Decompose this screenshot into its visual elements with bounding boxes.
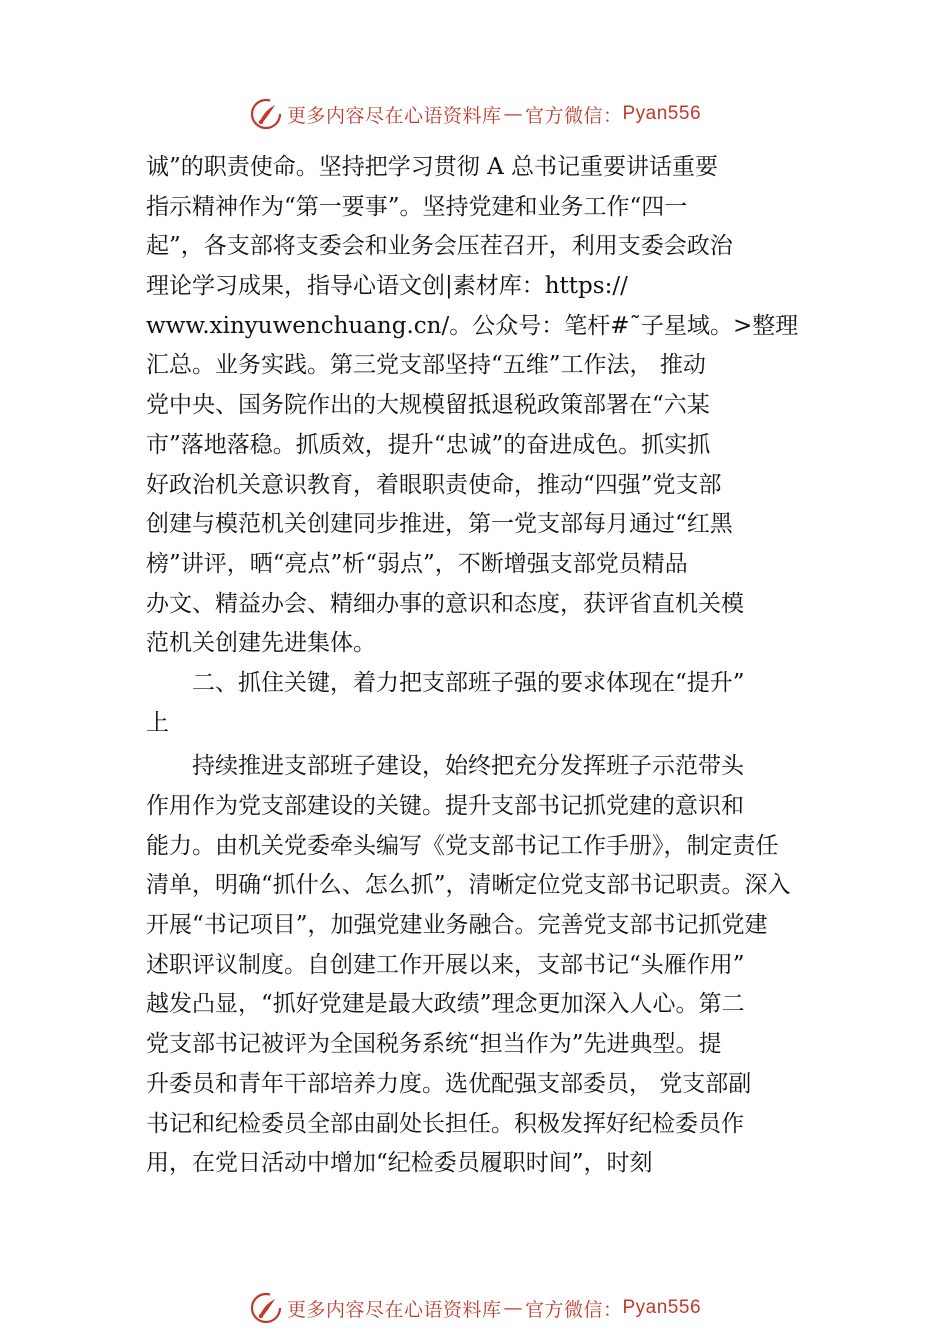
body-line: 用，在党日活动中增加“纪检委员履职时间”，时刻 bbox=[146, 1150, 653, 1177]
body-line: 范机关创建先进集体。 bbox=[146, 630, 376, 657]
body-line: 办文、精益办会、精细办事的意识和态度，获评省直机关模 bbox=[146, 590, 744, 617]
body-line: 升委员和青年干部培养力度。选优配强支部委员， 党支部副 bbox=[146, 1070, 752, 1097]
body-line: 作用作为党支部建设的关键。提升支部书记抓党建的意识和 bbox=[146, 793, 744, 819]
footer-contact-label: 官方微信： bbox=[524, 1298, 623, 1321]
brush-logo-icon bbox=[249, 97, 283, 131]
body-line: 开展“书记项目”，加强党建业务融合。完善党支部书记抓党建 bbox=[146, 912, 768, 939]
section-heading-continued: 上 bbox=[146, 709, 169, 736]
header-handle: Pyan556 bbox=[622, 103, 702, 124]
body-line: 诚”的职责使命。坚持把学习贯彻 A 总书记重要讲话重要 bbox=[146, 154, 718, 180]
body-line: 书记和纪检委员全部由副处长担任。积极发挥好纪检委员作 bbox=[146, 1110, 744, 1137]
body-line: 述职评议制度。自创建工作开展以来，支部书记“头雁作用” bbox=[146, 951, 745, 978]
footer-banner bbox=[0, 1290, 950, 1326]
body-line: 能力。由机关党委牵头编写《党支部书记工作手册》，制定责任 bbox=[146, 832, 779, 859]
section-heading: 二、抓住关键，着力把支部班子强的要求体现在“提升” bbox=[146, 669, 745, 696]
body-line: 党支部书记被评为全国税务系统“担当作为”先进典型。提 bbox=[146, 1031, 722, 1058]
header-contact-label: 官方微信： bbox=[524, 104, 623, 127]
body-line: 起”，各支部将支委会和业务会压茬召开，利用支委会政治 bbox=[146, 233, 733, 260]
body-line: 持续推进支部班子建设，始终把充分发挥班子示范带头 bbox=[146, 753, 744, 780]
body-line: 好政治机关意识教育，着眼职责使命，推动“四强”党支部 bbox=[146, 471, 722, 498]
document-body bbox=[146, 148, 814, 1184]
body-line: 理论学习成果，指导心语文创|素材库：https:// bbox=[146, 273, 628, 300]
body-line: www.xinyuwenchuang.cn/。公众号：笔杆#˜子星域。>整理 bbox=[146, 312, 799, 339]
body-line: 榜”讲评，晒“亮点”析“弱点”，不断增强支部党员精品 bbox=[146, 550, 688, 577]
body-line: 市”落地落稳。抓质效，提升“忠诚”的奋进成色。抓实抓 bbox=[146, 431, 711, 458]
brush-logo-icon bbox=[249, 1291, 283, 1325]
body-line: 指示精神作为“第一要事”。坚持党建和业务工作“四一 bbox=[146, 193, 688, 220]
footer-handle: Pyan556 bbox=[622, 1297, 702, 1318]
header-text: 更多内容尽在心语资料库 bbox=[286, 104, 502, 127]
header-separator: — bbox=[503, 103, 523, 125]
body-line: 清单，明确“抓什么、怎么抓”，清晰定位党支部书记职责。深入 bbox=[146, 872, 791, 899]
footer-separator: — bbox=[503, 1297, 523, 1319]
body-line: 越发凸显，“抓好党建是最大政绩”理念更加深入人心。第二 bbox=[146, 991, 745, 1018]
body-line: 党中央、国务院作出的大规模留抵退税政策部署在“六某 bbox=[146, 392, 710, 419]
footer-text: 更多内容尽在心语资料库 bbox=[286, 1298, 502, 1321]
header-banner bbox=[0, 96, 950, 132]
body-line: 创建与模范机关创建同步推进，第一党支部每月通过“红黑 bbox=[146, 511, 733, 538]
body-line: 汇总。业务实践。第三党支部坚持“五维”工作法， 推动 bbox=[146, 352, 706, 379]
